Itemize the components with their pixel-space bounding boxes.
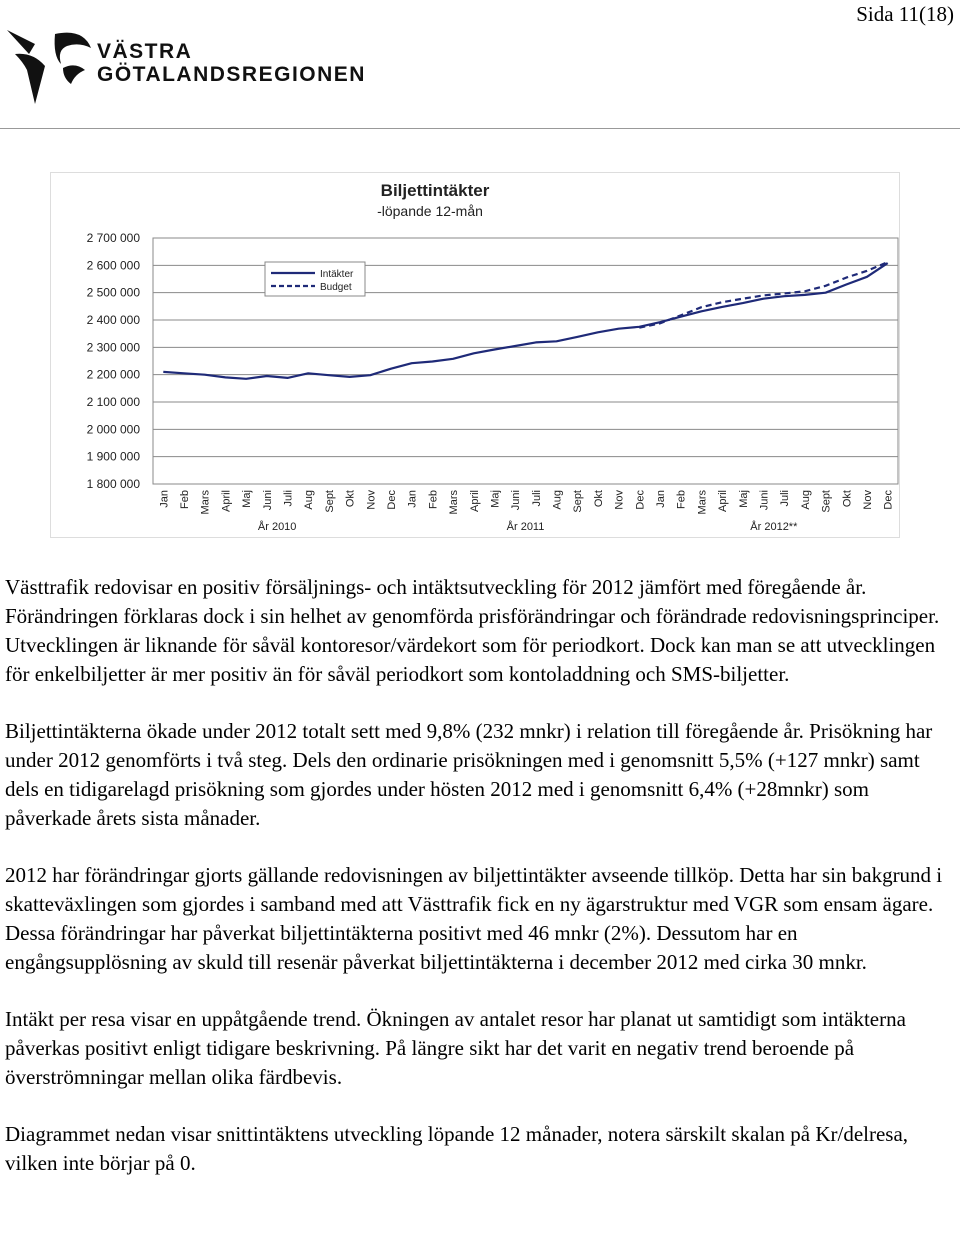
y-tick-label: 2 100 000 — [86, 395, 140, 409]
x-tick-label: Feb — [179, 490, 192, 509]
x-tick-label: Juli — [779, 490, 792, 507]
x-tick-label: Okt — [592, 490, 605, 508]
paragraph: Biljettintäkterna ökade under 2012 totalt sett med 9,8% (232 mnkr) i relation till föregående år. Prisökning har under 2012 genomförts i två steg. Dels den ordinarie prisökningen med i genomsnitt 5,5% (+127 mnkr) samt dels en tidigarelagd prisökning som gjordes under hösten 2012 med i genomsnitt 6,4% (+28mnkr) som påverkade årets sista månader. — [5, 719, 933, 830]
x-tick-label: Maj — [241, 490, 254, 508]
x-tick-label: Mars — [696, 490, 709, 515]
x-tick-label: Juni — [758, 490, 771, 511]
x-tick-label: Maj — [737, 490, 750, 508]
paragraph: Intäkt per resa visar en uppåtgående trend. Ökningen av antalet resor har planat ut samtidigt som intäkterna påverkas positivt enligt tidigare beskrivning. På längre sikt har det varit en negativ trend beroende på överströmningar mellan olika färdbevis. — [5, 1007, 906, 1089]
paragraph: Diagrammet nedan visar snittintäktens utveckling löpande 12 månader, notera särskilt skalan på Kr/delresa, vilken inte börjar på 0. — [5, 1122, 909, 1175]
body-text — [5, 573, 955, 1206]
x-tick-label: Dec — [634, 490, 647, 510]
x-tick-label: Juli — [530, 490, 543, 507]
paragraph: 2012 har förändringar gjorts gällande redovisningen av biljettintäkter avseende tillköp. Detta har sin bakgrund i skatteväxlingen som gjordes i samband med att Västtrafik fick en ny ägarstruktur med VGR som ensam ägare. Dessa förändringar har påverkat biljettintäkterna positivt med 46 mnkr (2%). Dessutom har en engångsupplösning av skuld till resenär påverkat biljettintäkterna i december 2012 med cirka 30 mnkr. — [5, 863, 943, 974]
x-group-label: År 2012** — [750, 521, 798, 533]
x-tick-label: Sept — [820, 490, 833, 513]
x-tick-label: Juni — [261, 490, 274, 511]
x-tick-label: Maj — [489, 490, 502, 508]
x-tick-label: Jan — [406, 490, 419, 508]
vgr-logo-mark-icon — [5, 24, 95, 106]
y-tick-label: 2 000 000 — [86, 422, 140, 437]
x-tick-label: Jan — [158, 490, 171, 508]
y-tick-label: 2 500 000 — [86, 285, 140, 300]
x-tick-label: April — [220, 490, 233, 513]
paragraph: Västtrafik redovisar en positiv försäljnings- och intäktsutveckling för 2012 jämfört med föregående år. Förändringen förklaras dock i sin helhet av genomförda prisförändringar och förändrade redovisningsprinciper. Utvecklingen är liknande för såväl kontoresor/värdekort som för periodkort. Dock kan man se att utvecklingen för enkelbiljetter är mer positiv än för såväl periodkort som kontoladdning och SMS-biljetter. — [5, 575, 940, 686]
x-tick-label: Nov — [613, 490, 626, 510]
x-tick-label: Aug — [799, 490, 812, 510]
x-tick-label: April — [468, 490, 481, 513]
x-tick-label: Sept — [572, 490, 585, 513]
x-tick-label: Okt — [344, 490, 357, 508]
x-tick-label: Juni — [510, 490, 523, 511]
y-tick-label: 2 300 000 — [86, 340, 140, 355]
y-tick-label: 1 800 000 — [86, 477, 140, 491]
x-group-label: År 2010 — [257, 521, 297, 533]
chart-title: Biljettintäkter — [380, 181, 490, 200]
x-tick-label: Aug — [551, 490, 564, 510]
x-tick-label: April — [717, 490, 730, 513]
x-tick-label: Mars — [448, 490, 461, 515]
x-tick-label: Mars — [199, 490, 212, 515]
header-divider — [0, 128, 960, 129]
x-tick-label: Nov — [861, 490, 874, 510]
x-tick-label: Jan — [655, 490, 668, 508]
revenue-chart — [50, 172, 910, 544]
y-tick-label: 2 700 000 — [86, 231, 140, 245]
x-tick-label: Dec — [385, 490, 398, 510]
logo-wordmark — [97, 40, 366, 86]
logo-line-2: GÖTALANDSREGIONEN — [97, 63, 366, 86]
x-tick-label: Dec — [882, 490, 895, 510]
x-tick-label: Nov — [365, 490, 378, 510]
x-tick-label: Aug — [303, 490, 316, 510]
revenue-chart-svg — [50, 172, 910, 544]
x-tick-label: Okt — [841, 490, 854, 508]
x-tick-label: Feb — [675, 490, 688, 509]
chart-subtitle: -löpande 12-mån — [377, 203, 483, 219]
vgr-logo — [5, 24, 385, 106]
y-tick-label: 1 900 000 — [86, 449, 140, 464]
x-tick-label: Juli — [282, 490, 295, 507]
y-tick-label: 2 600 000 — [86, 258, 140, 273]
y-tick-label: 2 400 000 — [86, 313, 140, 327]
y-tick-label: 2 200 000 — [86, 367, 140, 382]
logo-line-1: VÄSTRA — [97, 40, 193, 63]
x-group-label: År 2011 — [506, 521, 545, 533]
x-tick-label: Sept — [323, 490, 336, 513]
page-number: Sida 11(18) — [856, 2, 954, 26]
legend-label: Intäkter — [320, 269, 354, 280]
legend-label: Budget — [320, 282, 352, 293]
x-tick-label: Feb — [427, 490, 440, 509]
